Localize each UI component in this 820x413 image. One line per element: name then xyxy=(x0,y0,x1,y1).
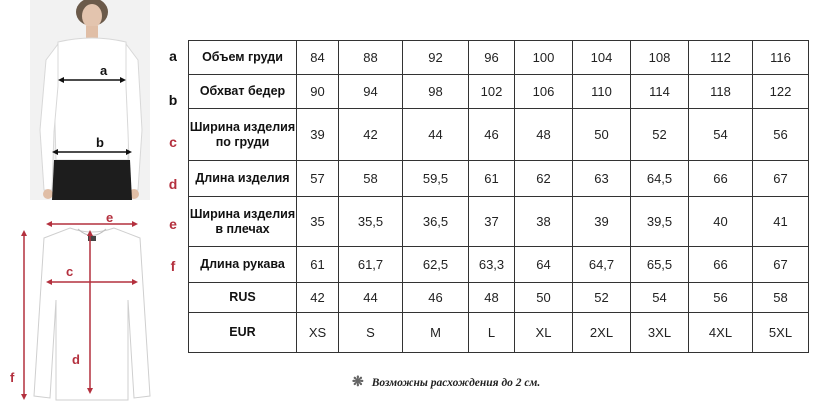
table-cell: 35,5 xyxy=(339,197,403,247)
table-cell: 62,5 xyxy=(403,247,469,283)
table-cell: 44 xyxy=(403,109,469,161)
table-cell: 63,3 xyxy=(469,247,515,283)
row-label: Объем груди xyxy=(189,41,297,75)
table-cell: 106 xyxy=(515,75,573,109)
table-cell: 84 xyxy=(297,41,339,75)
table-cell: 63 xyxy=(573,161,631,197)
table-cell: 50 xyxy=(573,109,631,161)
table-cell: 59,5 xyxy=(403,161,469,197)
table-row xyxy=(189,283,809,313)
table-cell: 50 xyxy=(515,283,573,313)
row-letter-c: c xyxy=(169,134,177,150)
row-letter-a: a xyxy=(169,48,177,64)
table-row xyxy=(189,313,809,353)
table-cell: 2XL xyxy=(573,313,631,353)
label-b: b xyxy=(96,135,104,150)
table-cell: 116 xyxy=(753,41,809,75)
table-cell: 64 xyxy=(515,247,573,283)
table-cell: 58 xyxy=(753,283,809,313)
table-cell: 36,5 xyxy=(403,197,469,247)
table-row xyxy=(189,41,809,75)
table-cell: 110 xyxy=(573,75,631,109)
table-cell: 66 xyxy=(689,161,753,197)
table-cell: XS xyxy=(297,313,339,353)
table-cell: 41 xyxy=(753,197,809,247)
table-cell: 52 xyxy=(631,109,689,161)
table-row xyxy=(189,109,809,161)
table-cell: 65,5 xyxy=(631,247,689,283)
row-letter-b: b xyxy=(168,92,178,108)
table-cell: M xyxy=(403,313,469,353)
table-cell: 64,7 xyxy=(573,247,631,283)
table-cell: 56 xyxy=(753,109,809,161)
model-and-shirt-figure xyxy=(0,0,160,413)
table-cell: 62 xyxy=(515,161,573,197)
row-letter-e: e xyxy=(169,216,177,232)
table-cell: 39 xyxy=(297,109,339,161)
row-label: Обхват бедер xyxy=(189,75,297,109)
table-cell: 54 xyxy=(631,283,689,313)
table-cell: 96 xyxy=(469,41,515,75)
table-cell: 38 xyxy=(515,197,573,247)
table-cell: 108 xyxy=(631,41,689,75)
table-cell: 67 xyxy=(753,161,809,197)
table-cell: 122 xyxy=(753,75,809,109)
table-cell: 102 xyxy=(469,75,515,109)
table-cell: 61 xyxy=(297,247,339,283)
table-cell: 48 xyxy=(469,283,515,313)
row-label: EUR xyxy=(189,313,297,353)
table-cell: 5XL xyxy=(753,313,809,353)
table-cell: 35 xyxy=(297,197,339,247)
table-cell: 92 xyxy=(403,41,469,75)
table-cell: 52 xyxy=(573,283,631,313)
row-label: Длина рукава xyxy=(189,247,297,283)
table-cell: 48 xyxy=(515,109,573,161)
table-cell: 61,7 xyxy=(339,247,403,283)
table-row xyxy=(189,161,809,197)
table-cell: 39 xyxy=(573,197,631,247)
row-letter-d: d xyxy=(168,176,178,192)
table-cell: 46 xyxy=(469,109,515,161)
table-cell: 98 xyxy=(403,75,469,109)
table-cell: 61 xyxy=(469,161,515,197)
row-label: Ширина изделия в плечах xyxy=(189,197,297,247)
table-cell: 3XL xyxy=(631,313,689,353)
row-letter-f: f xyxy=(170,258,176,274)
table-cell: 94 xyxy=(339,75,403,109)
table-cell: 4XL xyxy=(689,313,753,353)
table-cell: 112 xyxy=(689,41,753,75)
label-e: e xyxy=(106,210,114,225)
table-cell: 90 xyxy=(297,75,339,109)
table-cell: 64,5 xyxy=(631,161,689,197)
row-label: Ширина изделия по груди xyxy=(189,109,297,161)
footnote xyxy=(352,374,540,391)
row-label: RUS xyxy=(189,283,297,313)
table-cell: 42 xyxy=(297,283,339,313)
table-cell: 58 xyxy=(339,161,403,197)
table-row xyxy=(189,75,809,109)
row-label: Длина изделия xyxy=(189,161,297,197)
label-c: c xyxy=(66,264,74,279)
table-cell: 114 xyxy=(631,75,689,109)
table-cell: 42 xyxy=(339,109,403,161)
table-cell: 88 xyxy=(339,41,403,75)
table-cell: 57 xyxy=(297,161,339,197)
table-cell: 56 xyxy=(689,283,753,313)
table-cell: S xyxy=(339,313,403,353)
label-d: d xyxy=(72,352,80,367)
table-cell: 40 xyxy=(689,197,753,247)
table-row xyxy=(189,247,809,283)
label-a: a xyxy=(100,63,108,78)
table-cell: 67 xyxy=(753,247,809,283)
asterisk-icon: ❋ xyxy=(352,375,364,390)
table-cell: 37 xyxy=(469,197,515,247)
table-cell: 66 xyxy=(689,247,753,283)
table-row xyxy=(189,197,809,247)
footnote-text: Возможны расхождения до 2 см. xyxy=(371,377,541,389)
table-cell: 46 xyxy=(403,283,469,313)
table-cell: 39,5 xyxy=(631,197,689,247)
measurement-illustrations xyxy=(0,0,160,413)
table-cell: 118 xyxy=(689,75,753,109)
label-f: f xyxy=(10,370,15,385)
size-chart-table xyxy=(188,40,809,353)
table-cell: 100 xyxy=(515,41,573,75)
table-cell: L xyxy=(469,313,515,353)
table-cell: XL xyxy=(515,313,573,353)
table-cell: 44 xyxy=(339,283,403,313)
table-cell: 54 xyxy=(689,109,753,161)
table-cell: 104 xyxy=(573,41,631,75)
